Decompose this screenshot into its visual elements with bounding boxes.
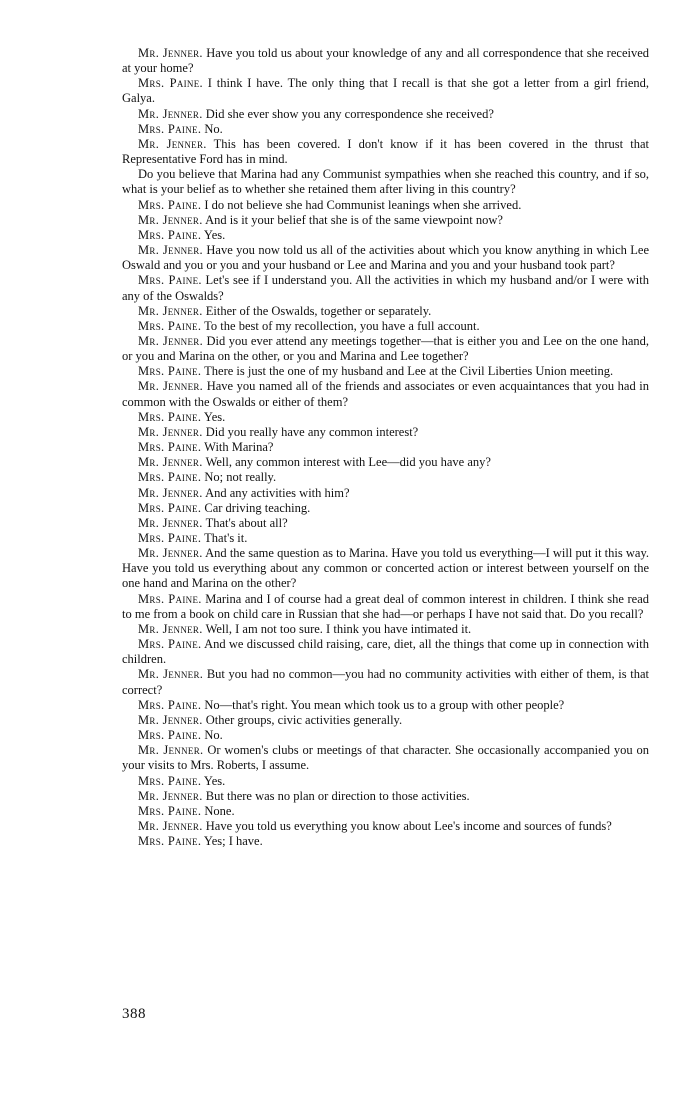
testimony-text: Car driving teaching. — [204, 500, 311, 515]
testimony-text: Other groups, civic activities generally. — [205, 712, 403, 727]
testimony-paragraph — [122, 364, 649, 379]
testimony-text: But there was no plan or direction to those activities. — [205, 788, 470, 803]
testimony-text: Did you ever attend any meetings together—that is either you and Lee on the one hand, or you and Marina on the other, or you and Marina and Lee together? — [122, 333, 649, 364]
testimony-paragraph — [122, 334, 649, 364]
speaker-label: Mr. Jenner. — [138, 333, 203, 348]
testimony-paragraph — [122, 486, 649, 501]
testimony-text: No. — [204, 121, 223, 136]
testimony-body — [122, 46, 649, 849]
testimony-paragraph — [122, 470, 649, 485]
speaker-label: Mr. Jenner. — [138, 106, 203, 121]
speaker-label: Mrs. Paine. — [138, 500, 202, 515]
speaker-label: Mrs. Paine. — [138, 773, 202, 788]
speaker-label: Mr. Jenner. — [138, 667, 204, 682]
speaker-label: Mrs. Paine. — [138, 121, 202, 136]
testimony-text: Or women's clubs or meetings of that character. She occasionally accompanied you on your visits to Mrs. Roberts, I assume. — [122, 743, 650, 773]
testimony-paragraph — [122, 167, 649, 197]
testimony-text: I do not believe she had Communist leanings when she arrived. — [204, 197, 522, 212]
speaker-label: Mrs. Paine. — [138, 803, 202, 818]
testimony-text: Well, any common interest with Lee—did you have any? — [205, 455, 491, 470]
speaker-label: Mrs. Paine. — [138, 697, 202, 712]
testimony-paragraph — [122, 774, 649, 789]
speaker-label: Mr. Jenner. — [138, 743, 204, 758]
testimony-text: That's it. — [204, 531, 248, 545]
speaker-label: Mr. Jenner. — [138, 379, 204, 394]
testimony-paragraph — [122, 228, 649, 243]
testimony-paragraph — [122, 76, 649, 106]
testimony-paragraph — [122, 213, 649, 228]
speaker-label: Mr. Jenner. — [138, 621, 203, 636]
speaker-label: Mr. Jenner. — [138, 46, 203, 60]
speaker-label: Mrs. Paine. — [138, 440, 202, 455]
speaker-label: Mr. Jenner. — [138, 515, 203, 530]
speaker-label: Mr. Jenner. — [138, 136, 207, 151]
testimony-paragraph — [122, 440, 649, 455]
speaker-label: Mrs. Paine. — [138, 470, 202, 485]
testimony-text: And we discussed child raising, care, diet, all the things that come up in connection with children. — [122, 637, 650, 667]
speaker-label: Mr. Jenner. — [138, 818, 203, 833]
testimony-text: Let's see if I understand you. All the activities in which my husband and/or I were with any of the Oswalds? — [122, 273, 649, 303]
testimony-paragraph — [122, 698, 649, 713]
testimony-text: Yes. — [203, 409, 226, 424]
speaker-label: Mrs. Paine. — [138, 273, 202, 288]
testimony-text: That's about all? — [205, 515, 288, 530]
testimony-paragraph — [122, 379, 649, 409]
speaker-label: Mrs. Paine. — [138, 318, 202, 333]
testimony-paragraph — [122, 410, 649, 425]
testimony-text: Did you really have any common interest? — [205, 424, 419, 439]
testimony-paragraph — [122, 137, 649, 167]
page-number: 388 — [122, 1006, 146, 1022]
testimony-text: Have you named all of the friends and associates or even acquaintances that you had in common with the Oswalds or either of them? — [122, 379, 650, 409]
testimony-text: Well, I am not too sure. I think you have intimated it. — [205, 621, 472, 636]
testimony-paragraph — [122, 425, 649, 440]
testimony-paragraph — [122, 713, 649, 728]
testimony-text: No—that's right. You mean which took us to a group with other people? — [204, 697, 565, 712]
speaker-label: Mr. Jenner. — [138, 243, 203, 258]
speaker-label: Mrs. Paine. — [138, 364, 202, 379]
testimony-paragraph — [122, 122, 649, 137]
testimony-paragraph — [122, 789, 649, 804]
testimony-text: I think I have. The only thing that I recall is that she got a letter from a girl friend, Galya. — [122, 76, 650, 106]
testimony-text: There is just the one of my husband and Lee at the Civil Liberties Union meeting. — [204, 364, 614, 379]
testimony-text: With Marina? — [204, 440, 274, 455]
testimony-text: And any activities with him? — [205, 485, 350, 500]
speaker-label: Mr. Jenner. — [138, 303, 203, 318]
testimony-paragraph — [122, 304, 649, 319]
testimony-paragraph — [122, 819, 649, 834]
testimony-paragraph — [122, 198, 649, 213]
testimony-text: Either of the Oswalds, together or separately. — [205, 303, 432, 318]
speaker-label: Mr. Jenner. — [138, 424, 203, 439]
testimony-paragraph — [122, 531, 649, 546]
testimony-text: No. — [204, 728, 223, 743]
testimony-text: No; not really. — [204, 470, 277, 485]
testimony-text: Have you now told us all of the activities about which you know anything in which Lee Oswald and you or you and your husband or Lee and Marina and you and your husband took part? — [122, 243, 650, 273]
speaker-label: Mrs. Paine. — [138, 227, 202, 242]
testimony-paragraph — [122, 46, 649, 76]
speaker-label: Mr. Jenner. — [138, 485, 203, 500]
testimony-text: Have you told us everything you know about Lee's income and sources of funds? — [205, 818, 612, 833]
speaker-label: Mrs. Paine. — [138, 409, 202, 424]
testimony-paragraph — [122, 743, 649, 773]
testimony-paragraph — [122, 243, 649, 273]
speaker-label: Mrs. Paine. — [138, 728, 202, 743]
speaker-label: Mrs. Paine. — [138, 531, 202, 545]
speaker-label: Mr. Jenner. — [138, 788, 203, 803]
testimony-paragraph — [122, 637, 649, 667]
testimony-text: Yes; I have. — [203, 834, 263, 849]
speaker-label: Mrs. Paine. — [138, 76, 203, 91]
testimony-text: Did she ever show you any correspondence she received? — [205, 106, 494, 121]
testimony-paragraph — [122, 501, 649, 516]
testimony-text: But you had no common—you had no community activities with either of them, is that correct? — [122, 667, 649, 697]
speaker-label: Mrs. Paine. — [138, 197, 202, 212]
testimony-text: And the same question as to Marina. Have you told us everything—I will put it this way. Have you told us everything about any common or concerted action or interest between yourself on the one hand and Marina on the other? — [122, 546, 650, 591]
testimony-text: To the best of my recollection, you have a full account. — [204, 318, 480, 333]
speaker-label: Mrs. Paine. — [138, 637, 202, 652]
testimony-text: This has been covered. I don't know if it has been covered in the thrust that Representative Ford has in mind. — [122, 136, 650, 167]
testimony-paragraph — [122, 804, 649, 819]
speaker-label: Mr. Jenner. — [138, 212, 203, 227]
testimony-paragraph — [122, 592, 649, 622]
testimony-text: Have you told us about your knowledge of any and all correspondence that she received at your home? — [122, 46, 650, 76]
testimony-paragraph — [122, 273, 649, 303]
testimony-text: Do you believe that Marina had any Communist sympathies when she reached this country, and if so, what is your belief as to whether she retained them after living in this country? — [122, 167, 649, 197]
testimony-paragraph — [122, 728, 649, 743]
speaker-label: Mrs. Paine. — [138, 591, 202, 606]
testimony-paragraph — [122, 516, 649, 531]
testimony-text: Marina and I of course had a great deal of common interest in children. I think she read to me from a book on child care in Russian that she had—or perhaps I have not said that. Do you recall? — [122, 591, 649, 621]
testimony-text: None. — [204, 803, 235, 818]
testimony-paragraph — [122, 319, 649, 334]
speaker-label: Mr. Jenner. — [138, 712, 203, 727]
testimony-paragraph — [122, 455, 649, 470]
speaker-label: Mr. Jenner. — [138, 455, 203, 470]
testimony-text: Yes. — [203, 773, 226, 788]
testimony-paragraph — [122, 546, 649, 591]
testimony-paragraph — [122, 622, 649, 637]
testimony-paragraph — [122, 667, 649, 697]
speaker-label: Mrs. Paine. — [138, 834, 202, 849]
speaker-label: Mr. Jenner. — [138, 546, 203, 561]
testimony-text: Yes. — [203, 227, 226, 242]
testimony-paragraph — [122, 834, 649, 849]
testimony-paragraph — [122, 107, 649, 122]
testimony-text: And is it your belief that she is of the same viewpoint now? — [205, 212, 503, 227]
